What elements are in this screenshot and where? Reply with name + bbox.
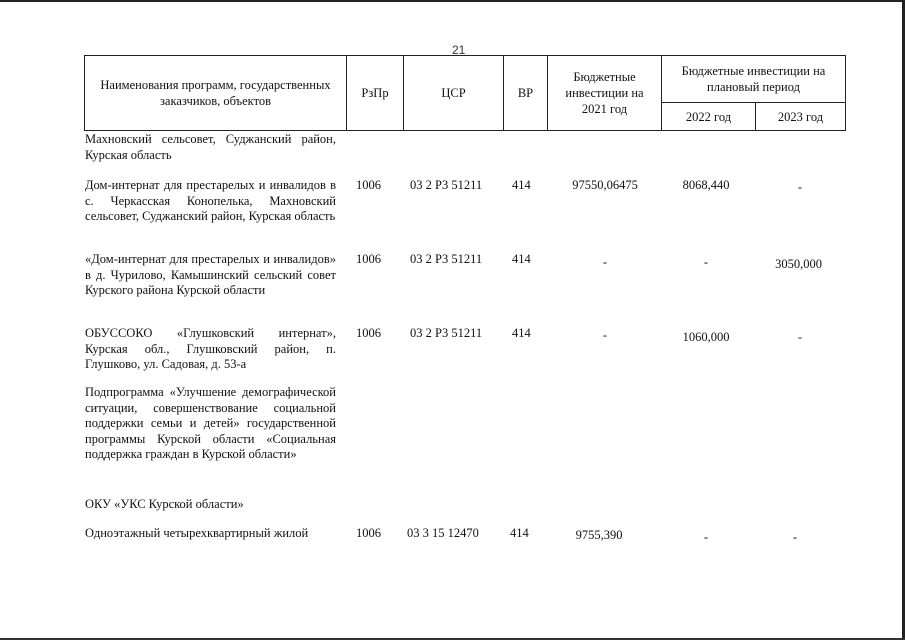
row-csr: 03 3 15 12470: [407, 526, 479, 540]
row-name-residential: Одноэтажный четырехквартирный жилой: [85, 526, 309, 540]
row-csr: 03 2 Р3 51211: [410, 178, 483, 192]
row-budget-2021: -: [602, 255, 608, 269]
row-vr: 414: [512, 326, 531, 340]
subprogram-title: Подпрограмма «Улучшение демографической ситуации, совершенствование социальной поддержки семьи и детей» государственной программы Курской области «Социальная поддержка граждан в Курской области»: [85, 385, 336, 462]
header-name-column: Наименования программ, государственных заказчиков, объектов: [85, 56, 347, 130]
header-budget-2021-column: Бюджетные инвестиции на 2021 год: [548, 56, 662, 130]
header-rzpr-column: РзПр: [347, 56, 404, 130]
header-csr-column: ЦСР: [404, 56, 504, 130]
customer-name: ОКУ «УКС Курской области»: [85, 497, 244, 511]
row-name-glushkovo: ОБУССОКО «Глушковский интернат», Курская обл., Глушковский район, п. Глушково, ул. Садовая, д. 53-а: [85, 326, 336, 372]
row-name-mahnovsky: Махновский сельсовет, Суджанский район, Курская область: [85, 132, 336, 162]
row-budget-2022: -: [703, 530, 709, 544]
row-budget-2022: 1060,000: [682, 330, 730, 344]
scan-edge-top: [0, 0, 905, 2]
row-rzpr: 1006: [356, 178, 381, 192]
row-rzpr: 1006: [356, 326, 381, 340]
row-budget-2023: 3050,000: [775, 257, 822, 271]
row-csr: 03 2 Р3 51211: [410, 326, 483, 340]
row-vr: 414: [512, 252, 531, 266]
header-vr-column: ВР: [504, 56, 548, 130]
header-planned-period-group: Бюджетные инвестиции на плановый период: [662, 56, 845, 103]
row-name-cherkasskaya: Дом-интернат для престарелых и инвалидов в с. Черкасская Конопелька, Махновский сельсовет, Суджанский район, Курская область: [85, 178, 336, 224]
row-rzpr: 1006: [356, 252, 381, 266]
row-budget-2023: -: [797, 180, 803, 194]
row-budget-2023: -: [792, 530, 798, 544]
row-csr: 03 2 Р3 51211: [410, 252, 483, 266]
row-budget-2023: -: [797, 330, 803, 344]
row-name-churilovo: «Дом-интернат для престарелых и инвалидов» в д. Чурилово, Камышинский сельский совет Курского района Курской области: [85, 252, 336, 298]
page-number: 21: [452, 43, 466, 57]
row-vr: 414: [512, 178, 531, 192]
row-vr: 414: [510, 526, 529, 540]
row-budget-2022: 8068,440: [682, 178, 730, 192]
row-budget-2021: 97550,06475: [572, 178, 638, 192]
row-budget-2021: 9755,390: [575, 528, 623, 542]
row-rzpr: 1006: [356, 526, 381, 540]
header-year-2022: 2022 год: [662, 103, 756, 130]
row-budget-2022: -: [703, 255, 709, 269]
row-budget-2021: -: [602, 328, 608, 342]
table-header: [84, 55, 846, 131]
header-year-2023: 2023 год: [777, 109, 824, 124]
